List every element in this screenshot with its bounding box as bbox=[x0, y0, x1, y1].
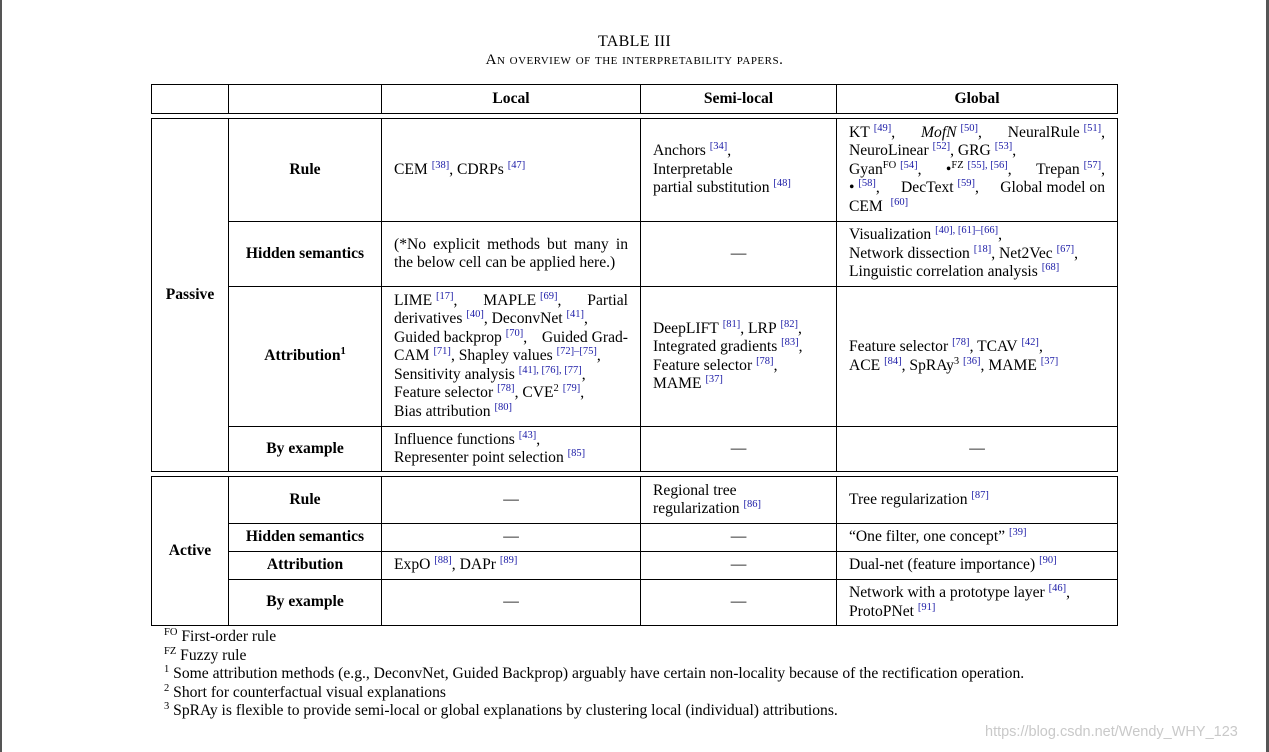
active-attribution-local: ExpO [88], DAPr [89] bbox=[382, 552, 641, 580]
active-rule-row bbox=[152, 477, 1118, 524]
passive-by-example-global: — bbox=[837, 427, 1118, 472]
passive-rule-row bbox=[152, 119, 1118, 222]
row-label-hidden-semantics: Hidden semantics bbox=[229, 222, 382, 287]
passive-attribution-row bbox=[152, 287, 1118, 427]
header-global: Global bbox=[837, 85, 1118, 114]
passive-hidden-global: Visualization $^{[40],}$ [61]–[66], Network dissection [18], Net2Vec [67], Linguistic correlation analysis [68] bbox=[837, 222, 1118, 287]
active-rule-local: — bbox=[382, 477, 641, 524]
table-header bbox=[151, 84, 1118, 114]
active-attribution-semi: — bbox=[641, 552, 837, 580]
active-row-label-hidden-semantics: Hidden semantics bbox=[229, 524, 382, 552]
passive-rule-global: KT [49], MofN [50], NeuralRule [51], NeuroLinear [52], GRG [53], Gyan$^{FO}$ [54], •$^{FZ}$ $^{[55],}$ [56], Trepan [57], • [58], DecText [59], Global model on CEM [60] bbox=[837, 119, 1118, 222]
table-title: An overview of the interpretability papers. bbox=[485, 52, 784, 68]
active-by-example-local: — bbox=[382, 580, 641, 626]
header-local: Local bbox=[382, 85, 641, 114]
active-hidden-row bbox=[152, 524, 1118, 552]
active-rule-semi: Regional tree regularization [86] bbox=[641, 477, 837, 524]
active-by-example-global: Network with a prototype layer [46], ProtoPNet [91] bbox=[837, 580, 1118, 626]
active-row-label-by-example: By example bbox=[229, 580, 382, 626]
passive-by-example-row bbox=[152, 427, 1118, 472]
passive-attribution-global: Feature selector [78], TCAV [42], ACE [84], SpRAy$^3$ [36], MAME [37] bbox=[837, 287, 1118, 427]
header-empty-2 bbox=[229, 85, 382, 114]
active-row-label-attribution: Attribution bbox=[229, 552, 382, 580]
passive-hidden-row bbox=[152, 222, 1118, 287]
row-label-by-example: By example bbox=[229, 427, 382, 472]
footnote: $^3$ SpRAy is flexible to provide semi-local or global explanations by clustering local (individual) attributions. bbox=[164, 701, 838, 719]
passive-by-example-local: Influence functions [43], Representer point selection [85] bbox=[382, 427, 641, 472]
footnote: $^{FZ}$ Fuzzy rule bbox=[164, 645, 247, 664]
footnote: $^{FO}$ First-order rule bbox=[164, 627, 277, 645]
active-attribution-row bbox=[152, 552, 1118, 580]
passive-rule-semi: Anchors [34], Interpretable partial substitution [48] bbox=[641, 119, 837, 222]
row-label-attribution: Attribution$^1$ bbox=[229, 287, 382, 427]
group-active: Active bbox=[152, 477, 229, 626]
table-active bbox=[151, 476, 1118, 626]
watermark-url: https://blog.csdn.net/Wendy_WHY_123 bbox=[985, 724, 1238, 740]
passive-attribution-local: LIME [17], MAPLE [69], Partial derivatives [40], DeconvNet [41], Guided backprop [70], Guided Grad- CAM [71], Shapley values [72]–[75], Sensitivity analysis $^{[41],}$ $^{[76],}$ [77], Feature selector [78], CVE$^2$ [79], Bias attribution [80] bbox=[382, 287, 641, 427]
passive-attribution-semi: DeepLIFT [81], LRP [82], Integrated gradients [83], Feature selector [78], MAME [37] bbox=[641, 287, 837, 427]
active-rule-global: Tree regularization [87] bbox=[837, 477, 1118, 524]
footnote: $^2$ Short for counterfactual visual explanations bbox=[164, 682, 446, 701]
footnotes bbox=[164, 628, 1024, 721]
passive-hidden-semi: — bbox=[641, 222, 837, 287]
active-by-example-row bbox=[152, 580, 1118, 626]
footnote: $^1$ Some attribution methods (e.g., DeconvNet, Guided Backprop) arguably have certain non-locality because of the rectification operation. bbox=[164, 664, 1025, 682]
group-passive: Passive bbox=[152, 119, 229, 472]
passive-rule-local: CEM [38], CDRPs [47] bbox=[382, 119, 641, 222]
table-number: TABLE III bbox=[598, 33, 671, 50]
left-page-edge bbox=[0, 0, 2, 752]
header-semi-local: Semi-local bbox=[641, 85, 837, 114]
active-hidden-local: — bbox=[382, 524, 641, 552]
active-row-label-rule: Rule bbox=[229, 477, 382, 524]
active-attribution-global: Dual-net (feature importance) [90] bbox=[837, 552, 1118, 580]
active-hidden-global: “One filter, one concept” [39] bbox=[837, 524, 1118, 552]
active-by-example-semi: — bbox=[641, 580, 837, 626]
header-empty-1 bbox=[152, 85, 229, 114]
table-passive bbox=[151, 118, 1118, 472]
passive-by-example-semi: — bbox=[641, 427, 837, 472]
active-hidden-semi: — bbox=[641, 524, 837, 552]
row-label-rule: Rule bbox=[229, 119, 382, 222]
passive-hidden-local: (*No explicit methods but many in the below cell can be applied here.) bbox=[382, 222, 641, 287]
